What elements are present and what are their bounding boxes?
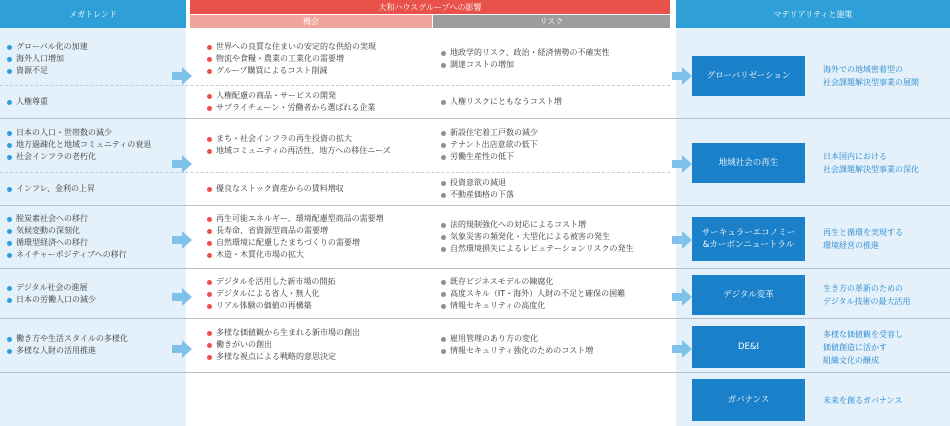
risk-item: 人権リスクにともなうコスト増 — [440, 96, 672, 108]
materiality-description-line: デジタル技術の最大活用 — [823, 297, 911, 306]
risk-item: テナント出店意欲の低下 — [440, 139, 672, 151]
megatrend-cell — [6, 175, 184, 203]
opportunity-item: 再生可能エネルギー、環境配慮型商品の需要増 — [206, 213, 432, 225]
risk-cell — [440, 322, 672, 368]
opportunity-cell — [206, 208, 432, 266]
risk-item: 法的規制強化への対応によるコスト増 — [440, 219, 672, 231]
megatrend-item: 働き方や生活スタイルの多様化 — [6, 333, 184, 345]
opportunity-cell — [206, 272, 432, 316]
megatrend-item: インフレ、金利の上昇 — [6, 183, 184, 195]
materiality-circular-carbon-neutral: サーキュラーエコノミー &カーボンニュートラル — [692, 217, 805, 261]
group-divider — [0, 205, 950, 206]
opportunity-item: サプライチェーン・労働者から選ばれる企業 — [206, 102, 432, 114]
risk-header: リスク — [433, 15, 670, 28]
opportunity-item: 働きがいの創出 — [206, 339, 432, 351]
materiality-description — [823, 143, 948, 183]
risk-cell — [440, 272, 672, 316]
materiality-description — [823, 379, 948, 421]
materiality-governance: ガバナンス — [692, 379, 805, 421]
impact-header: 大和ハウスグループへの影響 — [190, 0, 670, 14]
opportunity-cell — [206, 122, 432, 168]
opportunity-item: 多様な視点による戦略的意思決定 — [206, 351, 432, 363]
materiality-description-line: 海外での地域密着型の — [823, 65, 903, 74]
materiality-description-line: 多様な価値観を受容し — [823, 329, 903, 339]
materiality-digital-transformation: デジタル変革 — [692, 275, 805, 315]
opportunity-item: 物流や食糧・農業の工業化の需要増 — [206, 53, 432, 65]
risk-item: 不動産価格の下落 — [440, 189, 672, 201]
group-divider — [0, 118, 950, 119]
row-divider — [0, 172, 670, 173]
opportunity-item: 優良なストック資産からの賃料増収 — [206, 183, 432, 195]
risk-item: 情報セキュリティの高度化 — [440, 300, 672, 312]
megatrend-cell — [6, 88, 184, 116]
materiality-description-line: 日本国内における — [823, 152, 887, 161]
materiality-description-line: 環境経営の推進 — [823, 241, 879, 250]
megatrend-item: 日本の労働人口の減少 — [6, 294, 184, 306]
risk-item: 新設住宅着工戸数の減少 — [440, 127, 672, 139]
megatrend-item: 多様な人財の活用推進 — [6, 345, 184, 357]
megatrend-item: 気候変動の深刻化 — [6, 225, 184, 237]
risk-item: 既存ビジネスモデルの陳腐化 — [440, 276, 672, 288]
opportunity-cell — [206, 88, 432, 116]
megatrend-item: 社会インフラの老朽化 — [6, 151, 184, 163]
materiality-description-line: 社会課題解決型事業の展開 — [823, 78, 919, 87]
materiality-description-line: 社会課題解決型事業の深化 — [823, 165, 919, 174]
materiality-description-line: 再生と循環を実現する — [823, 228, 903, 237]
opportunity-header: 機会 — [190, 15, 432, 28]
risk-item: 調達コストの増加 — [440, 59, 672, 71]
risk-cell — [440, 37, 672, 81]
megatrend-item: 循環型経済への移行 — [6, 237, 184, 249]
megatrend-item: ネイチャーポジティブへの移行 — [6, 249, 184, 261]
megatrend-item: デジタル社会の進展 — [6, 282, 184, 294]
opportunity-item: デジタルによる省人・無人化 — [206, 288, 432, 300]
materiality-header: マテリアリティと施策 — [676, 0, 950, 28]
megatrend-item: 海外人口増加 — [6, 53, 184, 65]
risk-cell — [440, 208, 672, 266]
opportunity-item: 世界への良質な住まいの安定的な供給の実現 — [206, 41, 432, 53]
materiality-description — [823, 324, 948, 370]
opportunity-item: 地域コミュニティの再活性、地方への移住ニーズ — [206, 145, 432, 157]
materiality-description — [823, 217, 948, 261]
megatrend-item: 地方過疎化と地域コミュニティの衰退 — [6, 139, 184, 151]
materiality-description — [823, 275, 948, 315]
materiality-globalization: グローバリゼーション — [692, 56, 805, 96]
megatrend-header: メガトレンド — [0, 0, 186, 28]
opportunity-cell — [206, 175, 432, 203]
risk-item: 高度スキル（IT・海外）人財の不足と確保の困難 — [440, 288, 672, 300]
opportunity-item: グループ購買によるコスト削減 — [206, 65, 432, 77]
row-divider — [0, 85, 670, 86]
opportunity-item: 木造・木質化市場の拡大 — [206, 249, 432, 261]
risk-item: 情報セキュリティ強化のためのコスト増 — [440, 345, 672, 357]
opportunity-item: 多様な価値観から生まれる新市場の創出 — [206, 327, 432, 339]
materiality-dei: DE&I — [692, 326, 805, 368]
risk-cell — [440, 175, 672, 203]
opportunity-item: まち・社会インフラの再生投資の拡大 — [206, 133, 432, 145]
materiality-description-line: 未来を創るガバナンス — [823, 395, 903, 405]
materiality-description-line: 価値創造に活かす — [823, 342, 887, 352]
opportunity-item: デジタルを活用した新市場の開拓 — [206, 276, 432, 288]
megatrend-item: 日本の人口・世帯数の減少 — [6, 127, 184, 139]
megatrend-item: 脱炭素社会への移行 — [6, 213, 184, 225]
risk-item: 投資意欲の減退 — [440, 177, 672, 189]
risk-item: 労働生産性の低下 — [440, 151, 672, 163]
materiality-description — [823, 56, 948, 96]
materiality-description-line: 組織文化の醸成 — [823, 355, 879, 365]
megatrend-cell — [6, 322, 184, 368]
group-divider — [0, 372, 950, 373]
group-divider — [0, 318, 950, 319]
opportunity-item: リアル体験の価値の再構築 — [206, 300, 432, 312]
megatrend-cell — [6, 208, 184, 266]
risk-item: 雇用管理のあり方の変化 — [440, 333, 672, 345]
megatrend-cell — [6, 272, 184, 316]
megatrend-item: 人権尊重 — [6, 96, 184, 108]
opportunity-item: 長寿命、省資源型商品の需要増 — [206, 225, 432, 237]
risk-item: 地政学的リスク、政治・経済情勢の不確実性 — [440, 47, 672, 59]
group-divider — [0, 268, 950, 269]
risk-item: 自然環境損失によるレピュテーションリスクの発生 — [440, 243, 672, 255]
megatrend-cell — [6, 122, 184, 168]
opportunity-cell — [206, 322, 432, 368]
opportunity-cell — [206, 37, 432, 81]
risk-cell — [440, 88, 672, 116]
risk-cell — [440, 122, 672, 168]
materiality-regional-revitalization: 地域社会の再生 — [692, 143, 805, 183]
megatrend-cell — [6, 37, 184, 81]
risk-item: 気象災害の頻発化・大型化による被害の発生 — [440, 231, 672, 243]
opportunity-item: 人権配慮の商品・サービスの開発 — [206, 90, 432, 102]
opportunity-item: 自然環境に配慮したまちづくりの需要増 — [206, 237, 432, 249]
megatrend-item: 資源不足 — [6, 65, 184, 77]
megatrend-item: グローバル化の加速 — [6, 41, 184, 53]
materiality-description-line: 生き方の革新のための — [823, 284, 903, 293]
